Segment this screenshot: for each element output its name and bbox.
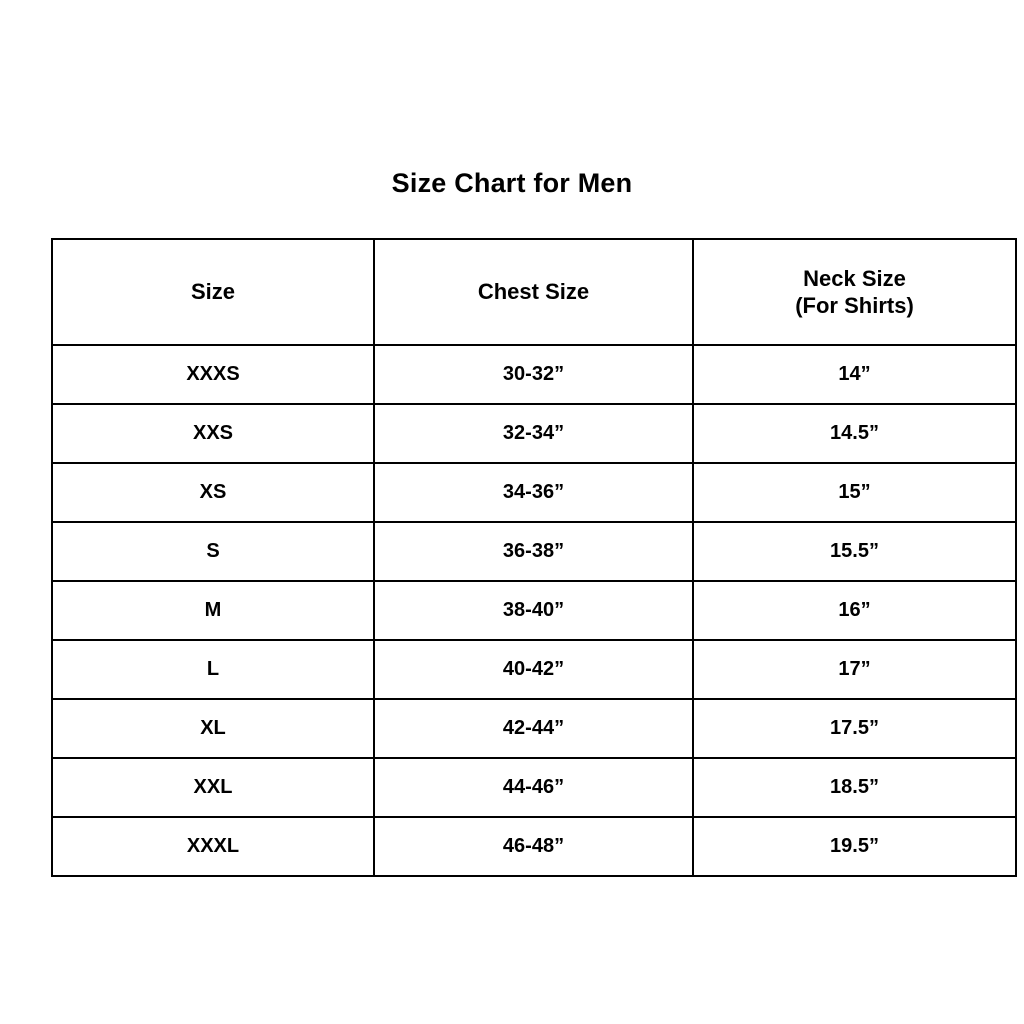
table-row [52, 817, 1016, 876]
cell-chest: 32-34” [374, 404, 693, 463]
table-row [52, 699, 1016, 758]
cell-neck: 18.5” [693, 758, 1016, 817]
table-row [52, 522, 1016, 581]
cell-neck: 14.5” [693, 404, 1016, 463]
table-body [52, 345, 1016, 876]
table-row [52, 581, 1016, 640]
column-header-chest-size-label: Chest Size [477, 279, 590, 305]
column-header-neck-size [693, 239, 1016, 345]
cell-size: XS [52, 463, 374, 522]
column-header-chest-size [374, 239, 693, 345]
cell-neck: 15” [693, 463, 1016, 522]
cell-size: XXXS [52, 345, 374, 404]
table-header-row [52, 239, 1016, 345]
cell-size: XL [52, 699, 374, 758]
cell-neck: 19.5” [693, 817, 1016, 876]
column-header-size [52, 239, 374, 345]
cell-chest: 42-44” [374, 699, 693, 758]
table-row [52, 404, 1016, 463]
size-chart-table [51, 238, 1017, 877]
table-row [52, 463, 1016, 522]
table-row [52, 345, 1016, 404]
cell-neck: 16” [693, 581, 1016, 640]
table-row [52, 758, 1016, 817]
cell-size: XXS [52, 404, 374, 463]
cell-chest: 38-40” [374, 581, 693, 640]
size-chart-table-container [51, 238, 973, 877]
page-title: Size Chart for Men [391, 168, 633, 198]
cell-neck: 17” [693, 640, 1016, 699]
cell-size: XXL [52, 758, 374, 817]
cell-chest: 34-36” [374, 463, 693, 522]
cell-size: XXXL [52, 817, 374, 876]
cell-size: L [52, 640, 374, 699]
cell-size: M [52, 581, 374, 640]
table-header [52, 239, 1016, 345]
column-header-size-label: Size [190, 279, 236, 305]
table-row [52, 640, 1016, 699]
cell-neck: 14” [693, 345, 1016, 404]
cell-chest: 36-38” [374, 522, 693, 581]
column-header-neck-size-label: Neck Size [803, 265, 906, 291]
column-header-neck-size-sublabel: (For Shirts) [795, 293, 914, 318]
cell-chest: 30-32” [374, 345, 693, 404]
cell-neck: 15.5” [693, 522, 1016, 581]
cell-chest: 40-42” [374, 640, 693, 699]
cell-chest: 46-48” [374, 817, 693, 876]
cell-chest: 44-46” [374, 758, 693, 817]
cell-size: S [52, 522, 374, 581]
cell-neck: 17.5” [693, 699, 1016, 758]
